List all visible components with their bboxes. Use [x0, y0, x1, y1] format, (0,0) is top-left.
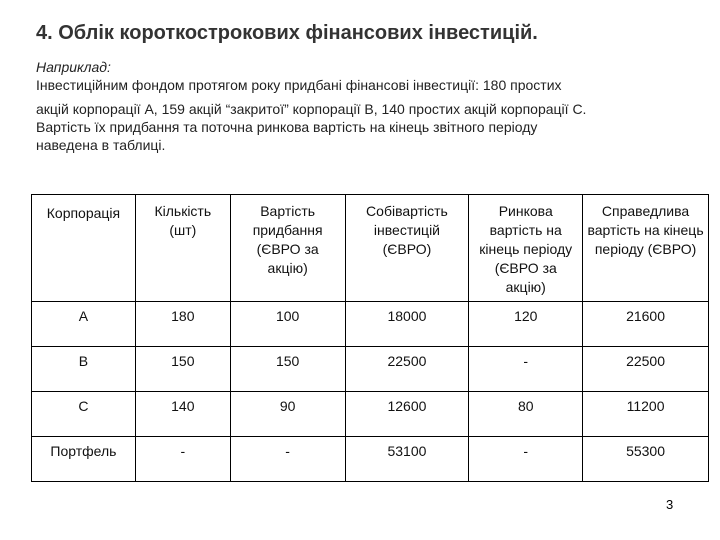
table-cell: А	[32, 302, 136, 347]
table-cell: 180	[135, 302, 230, 347]
table-cell: -	[469, 347, 583, 392]
header-market-price: Ринкова вартість на кінець періоду (ЄВРО за акцію)	[469, 195, 583, 302]
table-cell: 12600	[345, 392, 469, 437]
header-quantity: Кількість (шт)	[135, 195, 230, 302]
header-corporation: Корпорація	[32, 195, 136, 302]
table-header-row	[32, 195, 709, 302]
header-purchase-price: Вартість придбання (ЄВРО за акцію)	[230, 195, 345, 302]
intro-line: наведена в таблиці.	[36, 137, 166, 153]
table-cell: В	[32, 347, 136, 392]
header-cost: Собівартість інвестицій (ЄВРО)	[345, 195, 469, 302]
page-number: 3	[666, 497, 674, 512]
table-cell: 11200	[583, 392, 709, 437]
table-cell: 22500	[583, 347, 709, 392]
table-cell: 21600	[583, 302, 709, 347]
slide-title: 4. Облік короткострокових фінансових інвестицій.	[36, 22, 538, 44]
table-cell: 100	[230, 302, 345, 347]
table-cell: -	[469, 437, 583, 482]
table-cell: 120	[469, 302, 583, 347]
example-label: Наприклад:	[36, 59, 111, 75]
intro-line: Вартість їх придбання та поточна ринкова вартість на кінець звітного періоду	[36, 119, 538, 135]
intro-text	[36, 58, 676, 154]
table-cell: -	[230, 437, 345, 482]
table-cell: 90	[230, 392, 345, 437]
table-cell: 150	[230, 347, 345, 392]
table-cell: Портфель	[32, 437, 136, 482]
table-cell: 18000	[345, 302, 469, 347]
table-cell: 150	[135, 347, 230, 392]
intro-line: акцій корпорації А, 159 акцій “закритої” корпорації В, 140 простих акцій корпорації С.	[36, 101, 587, 117]
table-cell: 140	[135, 392, 230, 437]
investments-table	[31, 194, 709, 482]
table-cell: 53100	[345, 437, 469, 482]
table-row	[32, 392, 709, 437]
header-fair-value: Справедлива вартість на кінець періоду (ЄВРО)	[583, 195, 709, 302]
table-cell: 22500	[345, 347, 469, 392]
table-cell: -	[135, 437, 230, 482]
table-cell: 55300	[583, 437, 709, 482]
table-cell: С	[32, 392, 136, 437]
table-row	[32, 302, 709, 347]
table-cell: 80	[469, 392, 583, 437]
table-row	[32, 437, 709, 482]
table-row	[32, 347, 709, 392]
intro-line: Інвестиційним фондом протягом року придбані фінансові інвестиції: 180 простих	[36, 77, 562, 93]
